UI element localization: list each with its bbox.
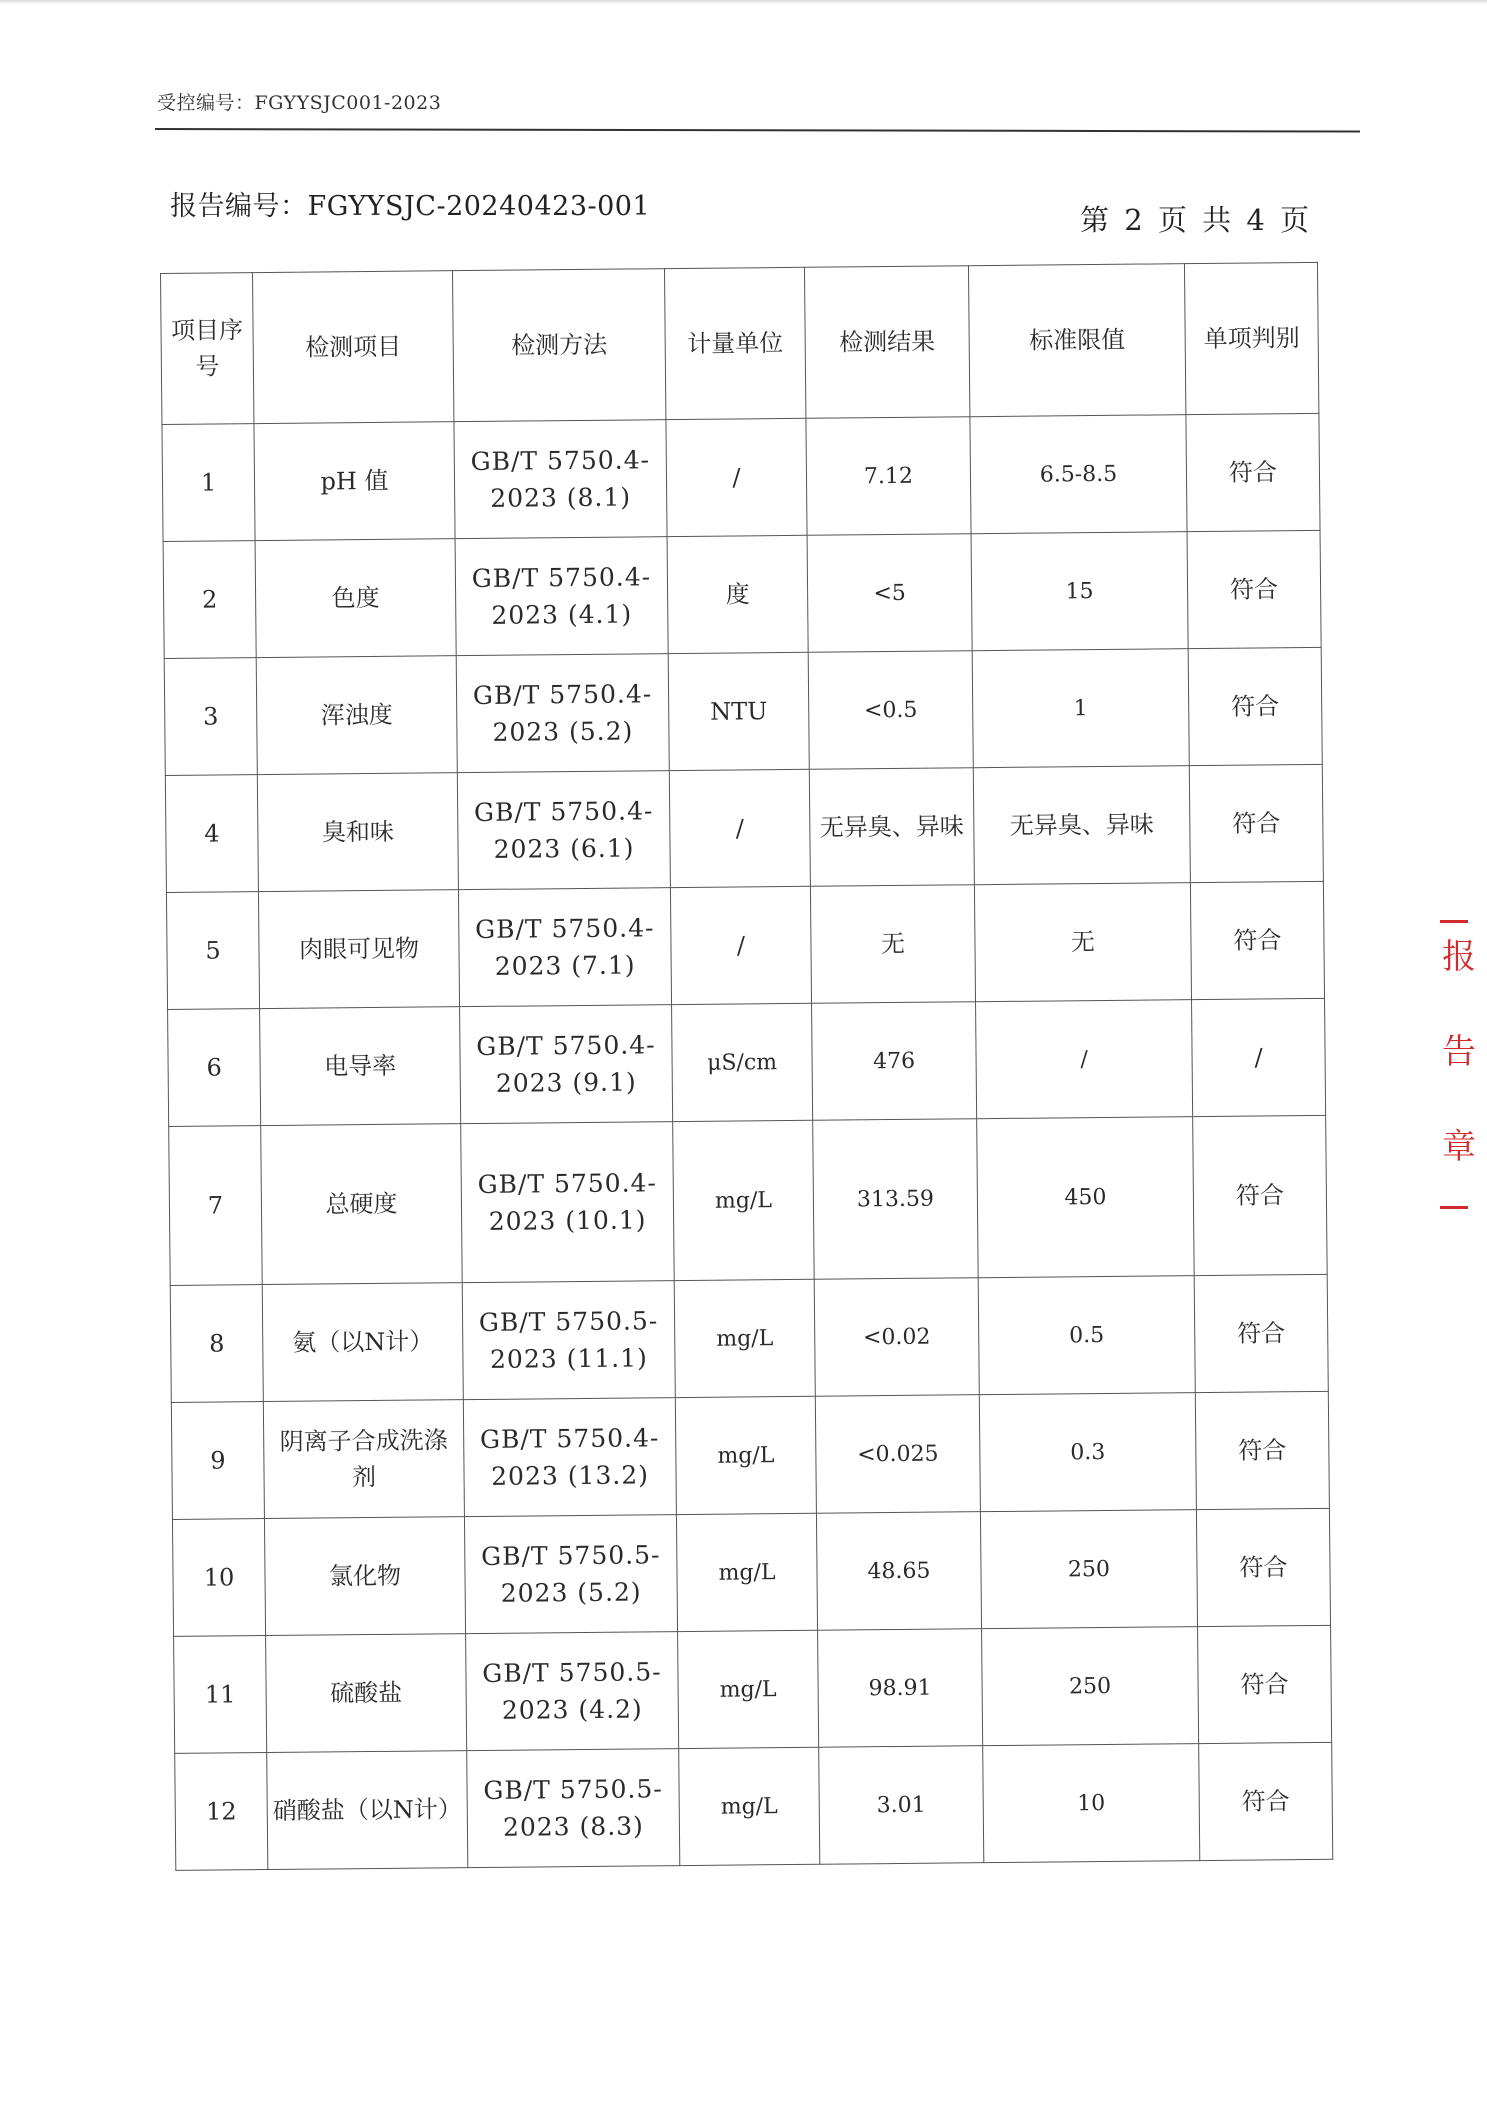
cell-item: 总硬度 (261, 1124, 463, 1285)
table-row (168, 998, 1326, 1126)
cell-result: 476 (812, 1002, 977, 1121)
cell-method: GB/T 5750.4-2023 (7.1) (458, 888, 671, 1007)
cell-method: GB/T 5750.5-2023 (5.2) (464, 1515, 677, 1634)
col-header-judge: 单项判别 (1184, 262, 1318, 414)
cell-unit: / (666, 418, 807, 536)
table-row (165, 764, 1323, 892)
cell-no: 9 (171, 1402, 264, 1520)
cell-unit: mg/L (678, 1630, 819, 1748)
cell-unit: mg/L (674, 1279, 815, 1397)
col-header-unit: 计量单位 (664, 267, 805, 419)
cell-result: 3.01 (819, 1746, 984, 1865)
cell-method: GB/T 5750.4-2023 (13.2) (463, 1398, 676, 1517)
cell-limit: 15 (971, 532, 1188, 651)
cell-limit: 无异臭、异味 (973, 766, 1190, 885)
cell-result: 313.59 (813, 1119, 979, 1280)
results-table-container (160, 262, 1332, 1871)
cell-no: 2 (163, 541, 256, 659)
cell-item: 肉眼可见物 (258, 890, 459, 1009)
col-header-item: 检测项目 (253, 271, 454, 424)
cell-no: 7 (169, 1126, 263, 1286)
table-row (171, 1391, 1329, 1519)
table-header-row (161, 262, 1319, 424)
cell-unit: mg/L (673, 1120, 815, 1280)
cell-limit: 0.5 (978, 1276, 1195, 1395)
cell-item: 硝酸盐（以N计） (267, 1751, 468, 1870)
cell-method: GB/T 5750.4-2023 (4.1) (455, 537, 668, 656)
cell-limit: 10 (983, 1744, 1200, 1863)
cell-no: 4 (165, 775, 258, 893)
cell-limit: 6.5-8.5 (970, 415, 1187, 534)
cell-judge: 符合 (1195, 1391, 1329, 1509)
table-row (169, 1115, 1327, 1285)
cell-unit: μS/cm (672, 1003, 813, 1121)
cell-no: 8 (170, 1285, 263, 1403)
cell-method: GB/T 5750.4-2023 (8.1) (454, 420, 667, 539)
cell-judge: 符合 (1198, 1625, 1332, 1743)
table-row (164, 647, 1322, 775)
cell-limit: 无 (974, 883, 1191, 1002)
cell-item: 电导率 (260, 1007, 461, 1126)
cell-no: 10 (172, 1519, 265, 1637)
cell-no: 3 (164, 658, 257, 776)
cell-unit: NTU (668, 652, 809, 770)
cell-judge: 符合 (1187, 530, 1321, 648)
table-row (166, 881, 1324, 1009)
cell-method: GB/T 5750.4-2023 (5.2) (456, 654, 669, 773)
cell-judge: 符合 (1186, 413, 1320, 531)
cell-item: 硫酸盐 (266, 1634, 467, 1753)
cell-no: 5 (166, 892, 259, 1010)
cell-no: 11 (174, 1636, 267, 1754)
cell-unit: 度 (667, 535, 808, 653)
cell-result: <0.025 (815, 1395, 980, 1514)
cell-result: 无 (810, 885, 975, 1004)
table-row (162, 413, 1320, 541)
cell-limit: 1 (972, 649, 1189, 768)
seal-edge-bottom (1440, 1206, 1468, 1209)
cell-item: 阴离子合成洗涤剂 (263, 1400, 464, 1519)
cell-judge: 符合 (1199, 1742, 1333, 1860)
table-row (170, 1274, 1328, 1402)
seal-char-3: 章 (1442, 1127, 1476, 1167)
cell-method: GB/T 5750.4-2023 (10.1) (461, 1122, 675, 1283)
table-row (175, 1742, 1333, 1870)
cell-unit: mg/L (679, 1747, 820, 1865)
cell-judge: 符合 (1189, 764, 1323, 882)
cell-result: <5 (807, 534, 972, 653)
cell-judge: 符合 (1193, 1115, 1328, 1275)
results-table (160, 262, 1333, 1871)
cell-judge: 符合 (1188, 647, 1322, 765)
cell-method: GB/T 5750.5-2023 (11.1) (462, 1281, 675, 1400)
seal-stamp (1440, 920, 1480, 1210)
cell-method: GB/T 5750.5-2023 (8.3) (467, 1749, 680, 1868)
cell-item: 浑浊度 (256, 656, 457, 775)
cell-judge: 符合 (1196, 1508, 1330, 1626)
cell-judge: 符合 (1194, 1274, 1328, 1392)
table-row (163, 530, 1321, 658)
cell-limit: 250 (982, 1627, 1199, 1746)
cell-item: 臭和味 (257, 773, 458, 892)
cell-result: <0.02 (814, 1278, 979, 1397)
cell-item: pH 值 (254, 422, 455, 541)
cell-judge: / (1192, 998, 1326, 1116)
cell-no: 1 (162, 424, 255, 542)
cell-method: GB/T 5750.5-2023 (4.2) (466, 1632, 679, 1751)
control-number: 受控编号：FGYYSJC001-2023 (157, 92, 442, 114)
cell-item: 氯化物 (264, 1517, 465, 1636)
cell-result: 无异臭、异味 (809, 768, 974, 887)
cell-judge: 符合 (1190, 881, 1324, 999)
table-row (174, 1625, 1332, 1753)
cell-limit: 250 (980, 1510, 1197, 1629)
cell-unit: / (669, 769, 810, 887)
seal-char-1: 报 (1442, 937, 1476, 977)
cell-item: 色度 (255, 539, 456, 658)
table-row (172, 1508, 1330, 1636)
cell-no: 12 (175, 1753, 268, 1871)
col-header-method: 检测方法 (452, 269, 665, 422)
cell-limit: 450 (977, 1117, 1195, 1278)
cell-item: 氨（以N计） (262, 1283, 463, 1402)
seal-char-2: 告 (1442, 1032, 1476, 1072)
cell-limit: 0.3 (979, 1393, 1196, 1512)
header-rule (155, 128, 1360, 133)
cell-unit: mg/L (675, 1396, 816, 1514)
col-header-no: 项目序号 (161, 273, 254, 425)
cell-no: 6 (168, 1009, 261, 1127)
col-header-limit: 标准限值 (968, 264, 1185, 417)
page-indicator: 第 2 页 共 4 页 (1080, 203, 1309, 237)
cell-method: GB/T 5750.4-2023 (9.1) (460, 1005, 673, 1124)
cell-limit: / (976, 1000, 1193, 1119)
report-number: 报告编号：FGYYSJC-20240423-001 (170, 191, 651, 222)
cell-result: <0.5 (808, 651, 973, 770)
cell-unit: / (670, 886, 811, 1004)
cell-method: GB/T 5750.4-2023 (6.1) (457, 771, 670, 890)
cell-result: 98.91 (818, 1629, 983, 1748)
cell-result: 7.12 (806, 417, 971, 536)
scan-top-edge (0, 0, 1487, 4)
col-header-result: 检测结果 (804, 266, 969, 419)
cell-unit: mg/L (676, 1513, 817, 1631)
cell-result: 48.65 (816, 1512, 981, 1631)
seal-edge-top (1440, 920, 1468, 923)
